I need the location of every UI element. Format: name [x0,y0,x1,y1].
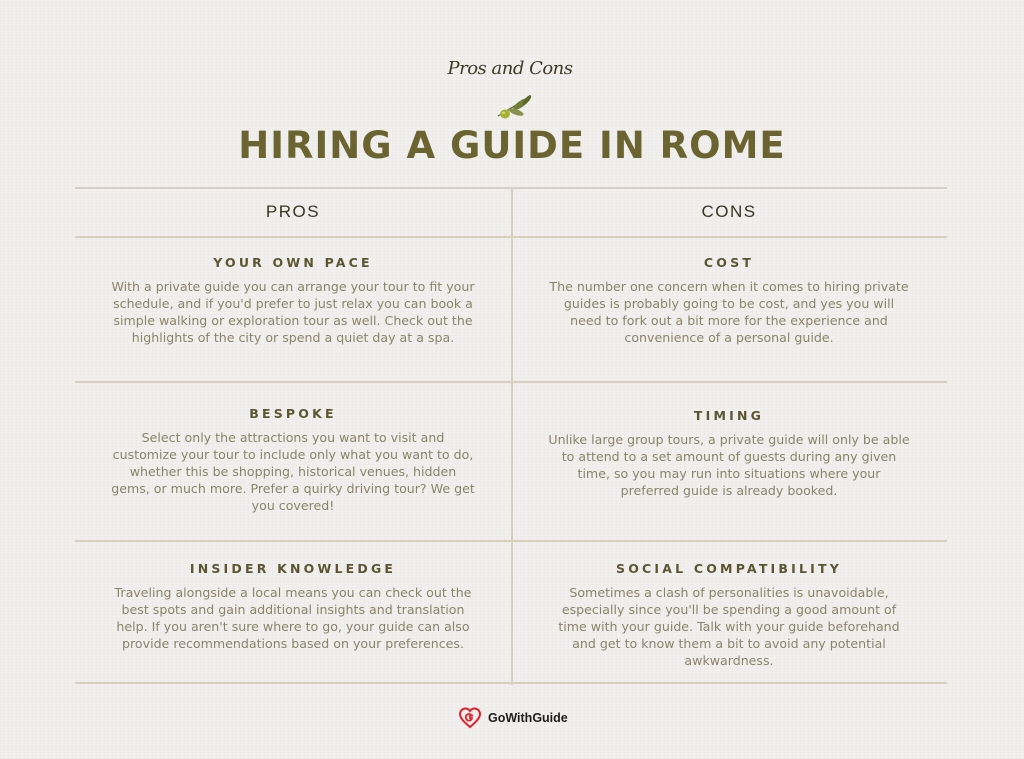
pro-item-text: Select only the attractions you want to visit and customize your tour to include only what you want to do, whether this be shopping, historical venues, hidden gems, or much more. Prefer a quirky driving tour? We get you covered! [111,430,475,513]
con-item [511,408,947,499]
pro-item-title: INSIDER KNOWLEDGE [189,561,397,576]
pro-item [75,561,511,652]
con-item [511,255,947,346]
brand-name: GoWithGuide [488,711,568,725]
con-item-title: SOCIAL COMPATIBILITY [616,561,842,576]
footer-logo [458,707,568,729]
con-item-text: Unlike large group tours, a private guide will only be able to attend to a set amount of guests during any given time, so you may run into situations where your preferred guide is already booked. [548,432,910,498]
pros-cons-table [75,187,947,685]
con-item-title: COST [703,255,755,270]
pro-item-text: With a private guide you can arrange your tour to fit your schedule, and if you'd prefer to just relax you can book a simple walking or exploration tour as well. Check out the highlights of the city or spend a quiet day at a spa. [111,279,475,345]
script-title: Pros and Cons [447,58,573,79]
cons-column-header: CONS [701,202,757,221]
olive-branch-icon [494,92,534,122]
pro-item [75,255,511,346]
pro-item-title: YOUR OWN PACE [213,255,373,270]
pro-item-text: Traveling alongside a local means you can check out the best spots and gain additional insights and translation help. If you aren't sure where to go, your guide can also provide recommendations based on your preferences. [114,585,472,651]
pro-item [75,406,511,514]
con-item-title: TIMING [693,408,765,423]
con-item-text: Sometimes a clash of personalities is unavoidable, especially since you'll be spending a good amount of time with your guide. Talk with your guide beforehand and get to know them a bit to avoid any potential awkwardness. [558,585,900,668]
con-item [511,561,947,669]
con-item-text: The number one concern when it comes to hiring private guides is probably going to be cost, and yes you will need to fork out a bit more for the experience and convenience of a personal guide. [549,279,909,345]
page-title: HIRING A GUIDE IN ROME [238,124,786,167]
gowithguide-logo-icon [458,707,482,729]
pros-column-header: PROS [265,202,321,221]
pro-item-title: BESPOKE [249,406,337,421]
